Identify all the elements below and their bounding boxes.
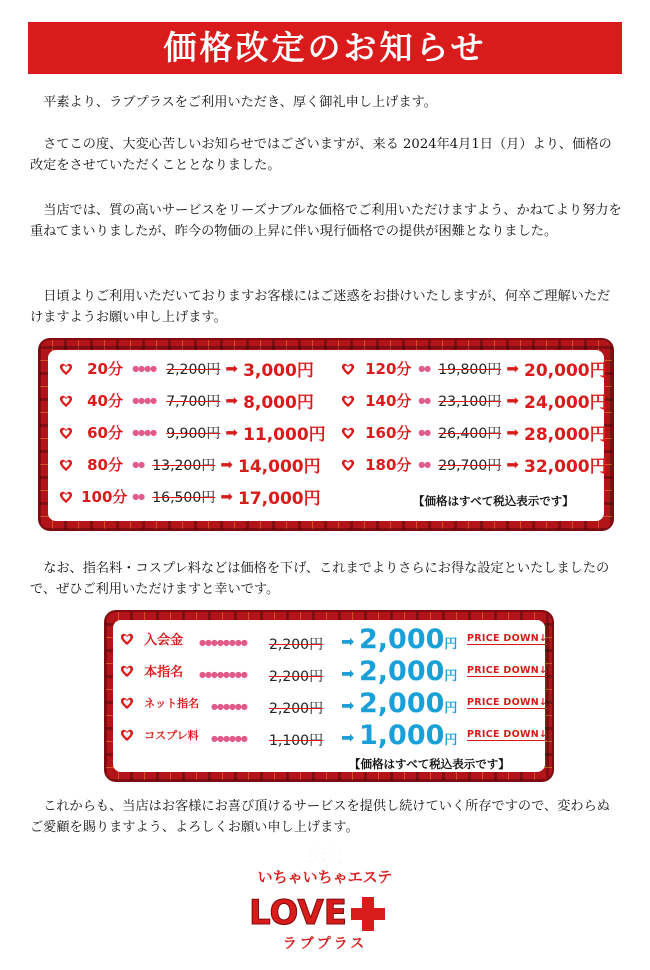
course-duration: 20分	[87, 360, 123, 378]
dots-separator: ●●	[132, 460, 145, 469]
heart-icon	[58, 489, 74, 505]
fee-row-designation	[119, 656, 548, 690]
arrow-right-icon: ➡	[341, 632, 355, 651]
heart-icon	[340, 393, 356, 409]
new-price: 32,000円	[524, 457, 607, 477]
new-price: 20,000円	[524, 361, 607, 381]
heart-icon	[119, 663, 135, 679]
new-price: 2,000円	[359, 688, 458, 719]
course-duration: 40分	[87, 392, 123, 410]
page-title: 価格改定のお知らせ	[163, 28, 487, 67]
store-logo	[240, 842, 410, 962]
arrow-right-icon: ➡	[225, 423, 238, 442]
dots-separator: ●●●●	[132, 364, 157, 373]
fee-row-cosplay	[119, 720, 548, 754]
old-price: 2,200円	[269, 701, 324, 717]
heart-icon	[340, 425, 356, 441]
course-row-180	[340, 452, 607, 478]
new-price: 11,000円	[243, 425, 326, 445]
old-price: 1,100円	[269, 733, 324, 749]
new-price: 1,000円	[359, 720, 458, 751]
price-down-badge: PRICE DOWN↓	[467, 633, 548, 644]
fee-name: コスプレ料	[144, 728, 199, 742]
dots-separator: ●●	[132, 492, 145, 501]
old-price: 23,100円	[438, 393, 502, 410]
heart-icon	[340, 457, 356, 473]
fee-price-table	[113, 620, 548, 772]
course-duration: 80分	[87, 456, 123, 474]
heart-icon	[58, 457, 74, 473]
logo-graphic	[240, 842, 410, 962]
course-duration: 100分	[81, 488, 128, 506]
new-price: 17,000円	[238, 489, 321, 509]
course-row-20	[58, 356, 314, 382]
tax-note: 【価格はすべて税込表示です】	[349, 757, 510, 771]
fee-name: 本指名	[144, 665, 184, 680]
course-row-80	[58, 452, 321, 478]
paragraph-greeting: 平素より、ラブプラスをご利用いただき、厚く御礼申し上げます。	[43, 95, 437, 110]
arrow-right-icon: ➡	[506, 391, 519, 410]
new-price: 14,000円	[238, 457, 321, 477]
heart-icon	[58, 361, 74, 377]
course-duration: 60分	[87, 424, 123, 442]
heart-icon	[340, 361, 356, 377]
arrow-right-icon: ➡	[506, 455, 519, 474]
old-price: 19,800円	[438, 361, 502, 378]
arrow-right-icon: ➡	[506, 423, 519, 442]
old-price: 2,200円	[269, 637, 324, 653]
old-price: 2,200円	[269, 669, 324, 685]
dots-separator: ●●●●●●●●	[199, 638, 247, 647]
course-row-40	[58, 388, 314, 414]
tax-note: 【価格はすべて税込表示です】	[413, 494, 574, 508]
course-price-panel	[38, 338, 614, 531]
arrow-right-icon: ➡	[225, 359, 238, 378]
course-duration: 140分	[365, 392, 412, 410]
dots-separator: ●●●●	[132, 428, 157, 437]
course-duration: 180分	[365, 456, 412, 474]
dots-separator: ●●	[418, 460, 431, 469]
arrow-right-icon: ➡	[220, 487, 233, 506]
old-price: 9,900円	[166, 425, 221, 442]
new-price: 2,000円	[359, 656, 458, 687]
logo-plus-text: +	[367, 924, 369, 925]
dots-separator: ●●●●●●●●	[199, 670, 247, 679]
course-duration: 120分	[365, 360, 412, 378]
arrow-right-icon: ➡	[341, 664, 355, 683]
new-price: 3,000円	[243, 361, 314, 381]
logo-bottom-text: ラブプラス	[282, 936, 368, 952]
heart-icon	[119, 727, 135, 743]
new-price: 8,000円	[243, 393, 314, 413]
logo-top-text: 恋愛	[307, 846, 343, 867]
dots-separator: ●●●●●●	[211, 702, 247, 711]
old-price: 2,200円	[166, 361, 221, 378]
course-row-160	[340, 420, 607, 446]
heart-icon	[119, 631, 135, 647]
price-down-badge: PRICE DOWN↓	[467, 665, 548, 676]
dots-separator: ●●●●	[132, 396, 157, 405]
arrow-right-icon: ➡	[341, 728, 355, 747]
old-price: 26,400円	[438, 425, 502, 442]
course-duration: 160分	[365, 424, 412, 442]
heart-icon	[119, 695, 135, 711]
arrow-right-icon: ➡	[220, 455, 233, 474]
paragraph-fee-reduction: なお、指名料・コスプレ料などは価格を下げ、これまでよりさらにお得な設定といたしましたので、ぜひご利用いただけますと幸いです。	[30, 561, 610, 597]
arrow-right-icon: ➡	[341, 696, 355, 715]
price-down-badge: PRICE DOWN↓	[467, 697, 548, 708]
course-row-100	[58, 484, 321, 510]
old-price: 7,700円	[166, 393, 221, 410]
new-price: 2,000円	[359, 624, 458, 655]
arrow-right-icon: ➡	[225, 391, 238, 410]
paragraph-announcement: さてこの度、大変心苦しいお知らせではございますが、来る 2024年4月1日（月）より、価格の改定をさせていただくこととなりました。	[30, 137, 612, 173]
paragraph-closing: これからも、当店はお客様にお喜び頂けるサービスを提供し続けていく所存ですので、変わらぬご愛顧を賜りますよう、よろしくお願い申し上げます。	[30, 799, 610, 835]
dots-separator: ●●	[418, 428, 431, 437]
page-title-banner	[28, 22, 622, 74]
dots-separator: ●●	[418, 364, 431, 373]
course-row-60	[58, 420, 326, 446]
heart-icon	[58, 393, 74, 409]
paragraph-reason: 当店では、質の高いサービスをリーズナブルな価格でご利用いただけますよう、かねてより努力を重ねてまいりましたが、昨今の物価の上昇に伴い現行価格での提供が困難となりました。	[30, 203, 622, 239]
price-down-badge: PRICE DOWN↓	[467, 729, 548, 740]
logo-plus-icon	[351, 897, 385, 931]
fee-name: ネット指名	[144, 696, 200, 710]
paragraph-apology: 日頃よりご利用いただいておりますお客様にはご迷惑をお掛けいたしますが、何卒ご理解いただけますようお願い申し上げます。	[30, 289, 611, 325]
dots-separator: ●●●●●●	[211, 734, 247, 743]
fee-row-admission	[119, 624, 548, 658]
fee-name: 入会金	[144, 633, 184, 648]
arrow-right-icon: ➡	[506, 359, 519, 378]
fee-price-panel	[104, 610, 554, 782]
old-price: 13,200円	[152, 457, 216, 474]
dots-separator: ●●	[418, 396, 431, 405]
old-price: 16,500円	[152, 489, 216, 506]
logo-middle-text: いちゃいちゃエステ	[257, 868, 393, 886]
heart-icon	[58, 425, 74, 441]
new-price: 28,000円	[524, 425, 607, 445]
fee-row-net-designation	[119, 688, 548, 722]
course-row-140	[340, 388, 607, 414]
logo-main-text: LOVE	[249, 893, 347, 933]
old-price: 29,700円	[438, 457, 502, 474]
course-row-120	[340, 356, 607, 382]
course-price-table	[48, 350, 607, 521]
new-price: 24,000円	[524, 393, 607, 413]
